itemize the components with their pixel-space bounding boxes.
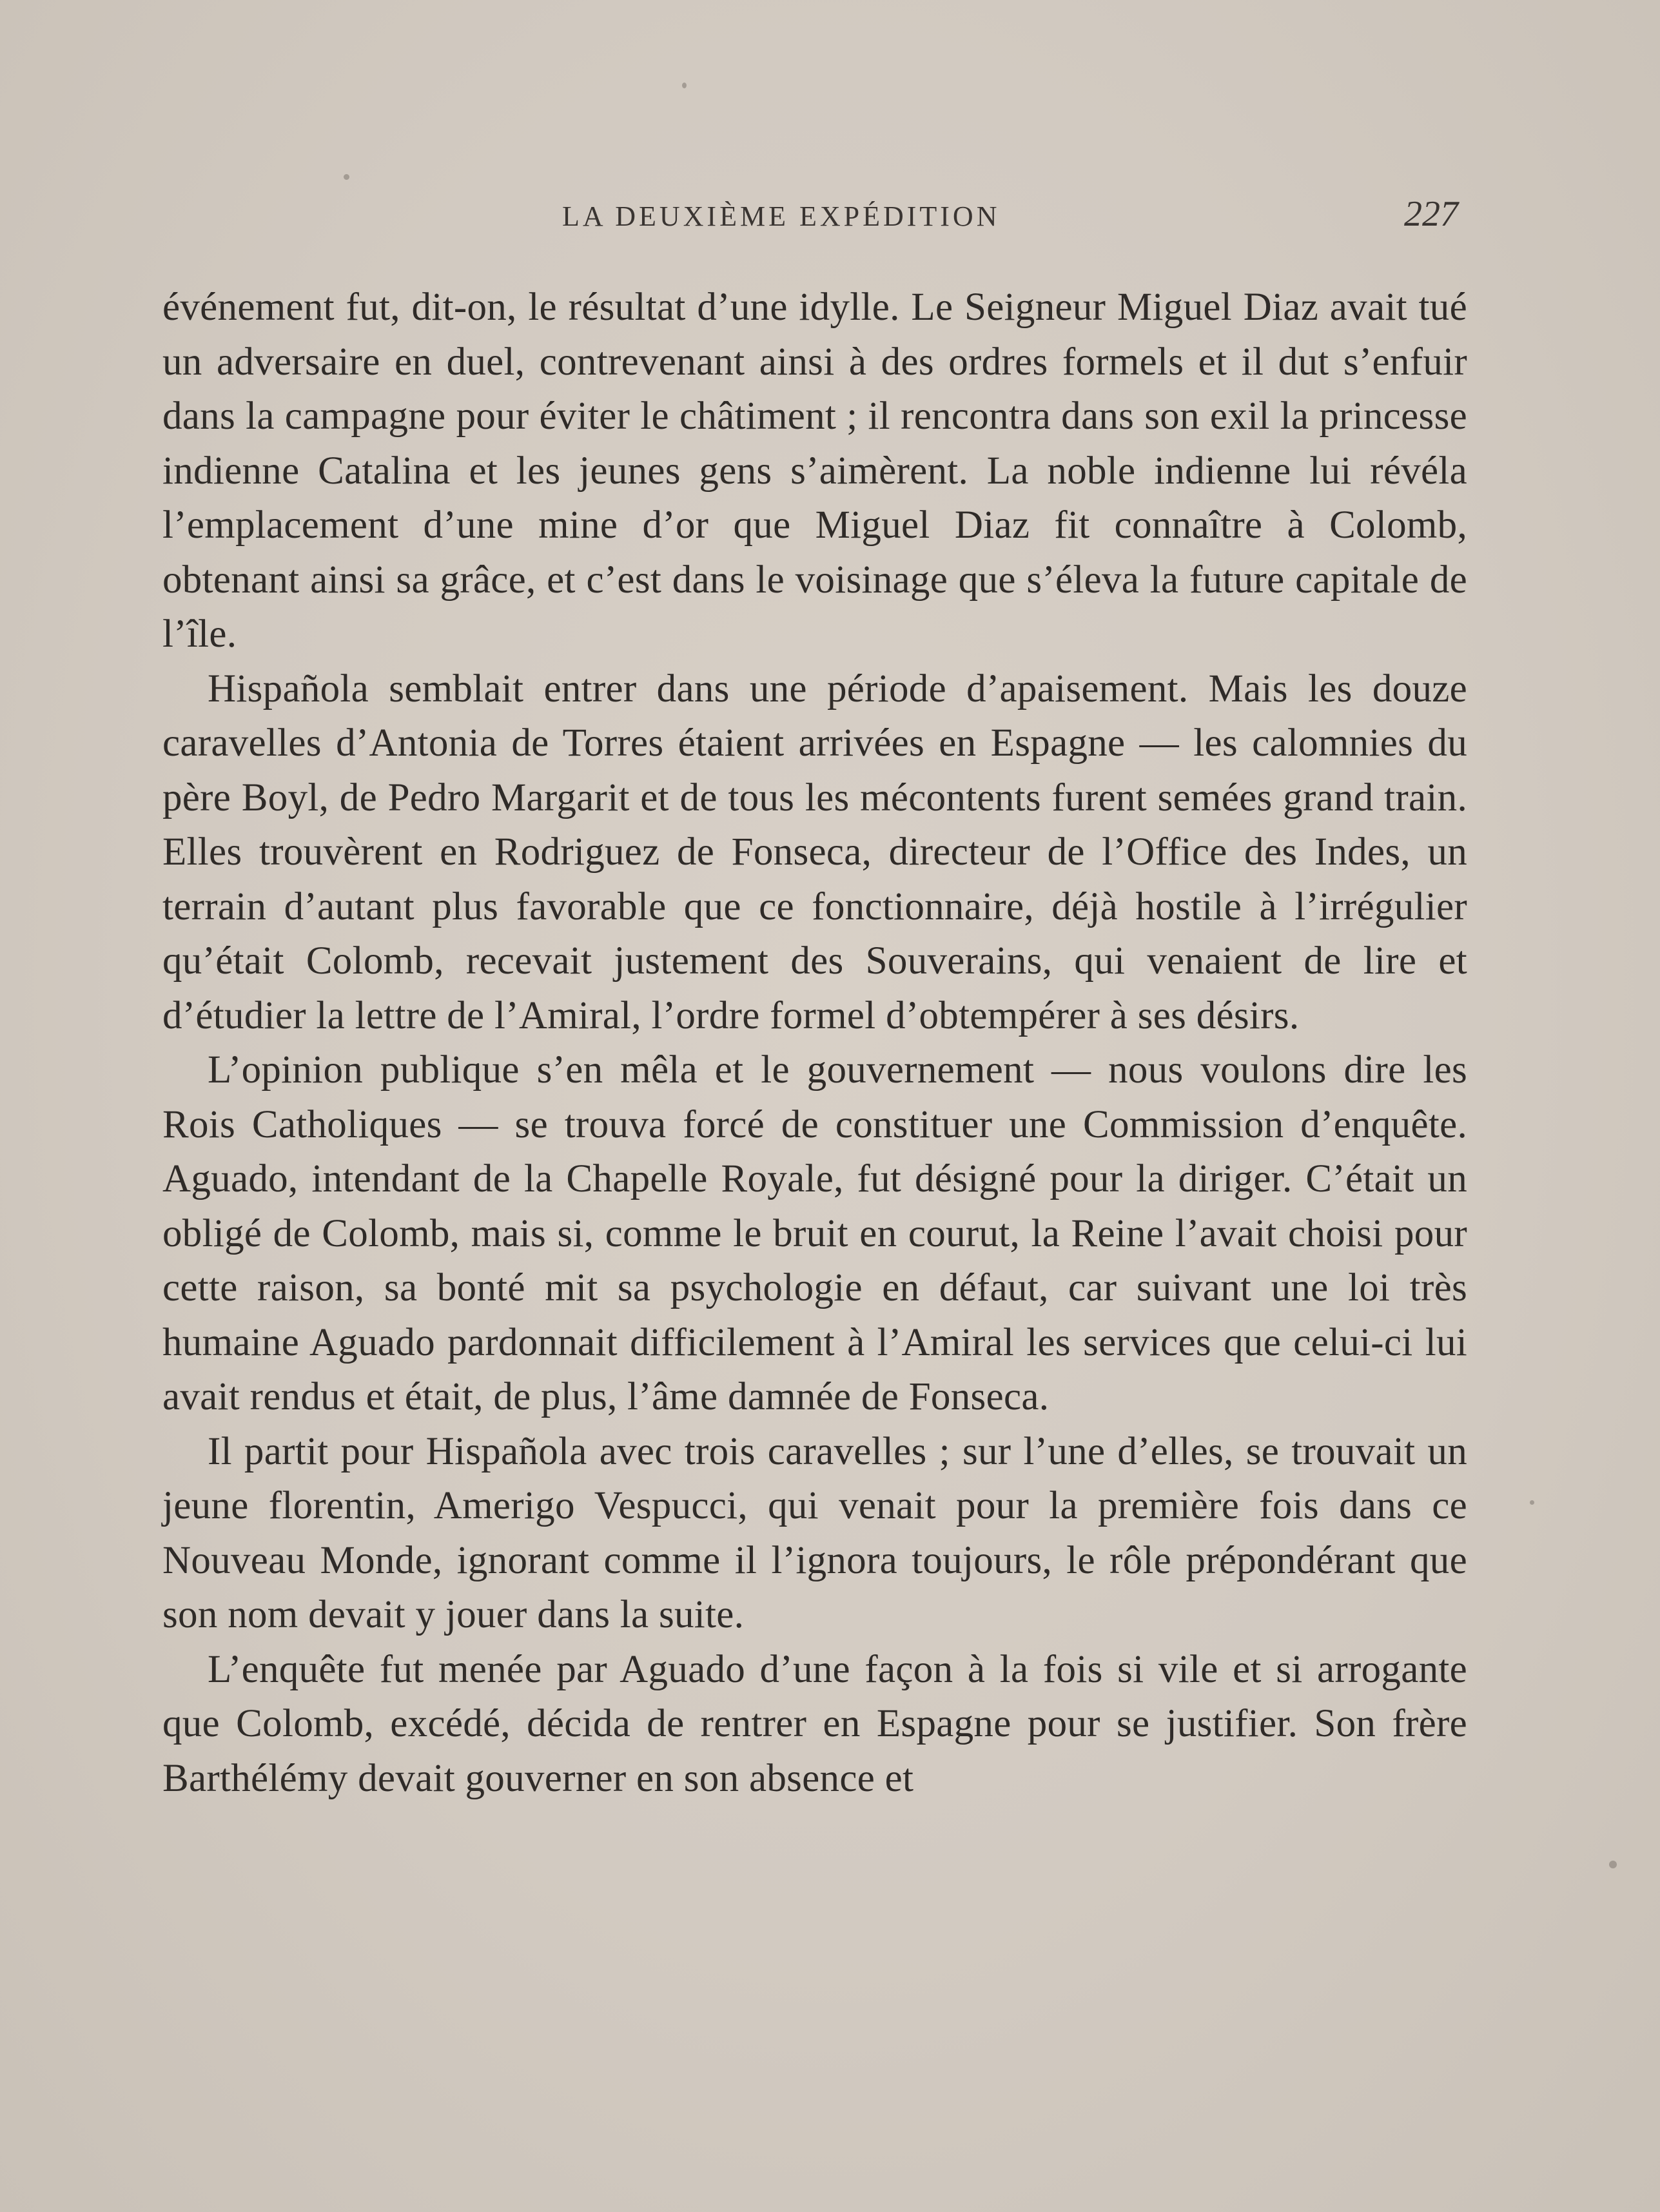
paragraph: Hispañola semblait entrer dans une période d’apaisement. Mais les douze caravelles d’Antonia de Torres étaient arrivées en Espagne — les calomnies du père Boyl, de Pedro Margarit et de tous les mécontents furent semées grand train. Elles trouvèrent en Rodriguez de Fonseca, directeur de l’Office des Indes, un terrain d’autant plus favorable que ce fonctionnaire, déjà hostile à l’irrégulier qu’était Colomb, recevait justement des Souverains, qui venaient de lire et d’étudier la lettre de l’Amiral, l’ordre formel d’obtempérer à ses désirs. — [162, 667, 1467, 1037]
paragraph: Il partit pour Hispañola avec trois caravelles ; sur l’une d’elles, se trouvait un jeune florentin, Amerigo Vespucci, qui venait pour la première fois dans ce Nouveau Monde, ignorant comme il l’ignora toujours, le rôle prépondérant que son nom devait y jouer dans la suite. — [162, 1429, 1467, 1636]
paper-speck — [682, 83, 687, 88]
running-header — [0, 193, 1660, 245]
paragraph: L’enquête fut menée par Aguado d’une façon à la fois si vile et si arrogante que Colomb, excédé, décida de rentrer en Espagne pour se justifier. Son frère Barthélémy devait gouverner en son absence et — [162, 1647, 1467, 1800]
running-head-title: LA DEUXIÈME EXPÉDITION — [562, 201, 1001, 232]
paper-speck — [344, 174, 349, 180]
body-text — [162, 280, 1467, 1806]
paragraph: L’opinion publique s’en mêla et le gouvernement — nous voulons dire les Rois Catholiques — se trouva forcé de constituer une Commission d’enquête. Aguado, intendant de la Chapelle Royale, fut désigné pour la diriger. C’était un obligé de Colomb, mais si, comme le bruit en courut, la Reine l’avait choisi pour cette raison, sa bonté mit sa psychologie en défaut, car suivant une loi très humaine Aguado pardonnait difficilement à l’Amiral les services que celui-ci lui avait rendus et était, de plus, l’âme damnée de Fonseca. — [162, 1048, 1467, 1418]
paper-speck — [1530, 1500, 1534, 1505]
page-number: 227 — [1404, 194, 1458, 234]
paper-speck — [1609, 1861, 1617, 1868]
paragraph: événement fut, dit-on, le résultat d’une idylle. Le Seigneur Miguel Diaz avait tué un adversaire en duel, contrevenant ainsi à des ordres formels et il dut s’enfuir dans la campagne pour éviter le châtiment ; il rencontra dans son exil la princesse indienne Catalina et les jeunes gens s’aimèrent. La noble indienne lui révéla l’emplacement d’une mine d’or que Miguel Diaz fit connaître à Colomb, obtenant ainsi sa grâce, et c’est dans le voisinage que s’éleva la future capitale de l’île. — [162, 286, 1467, 656]
